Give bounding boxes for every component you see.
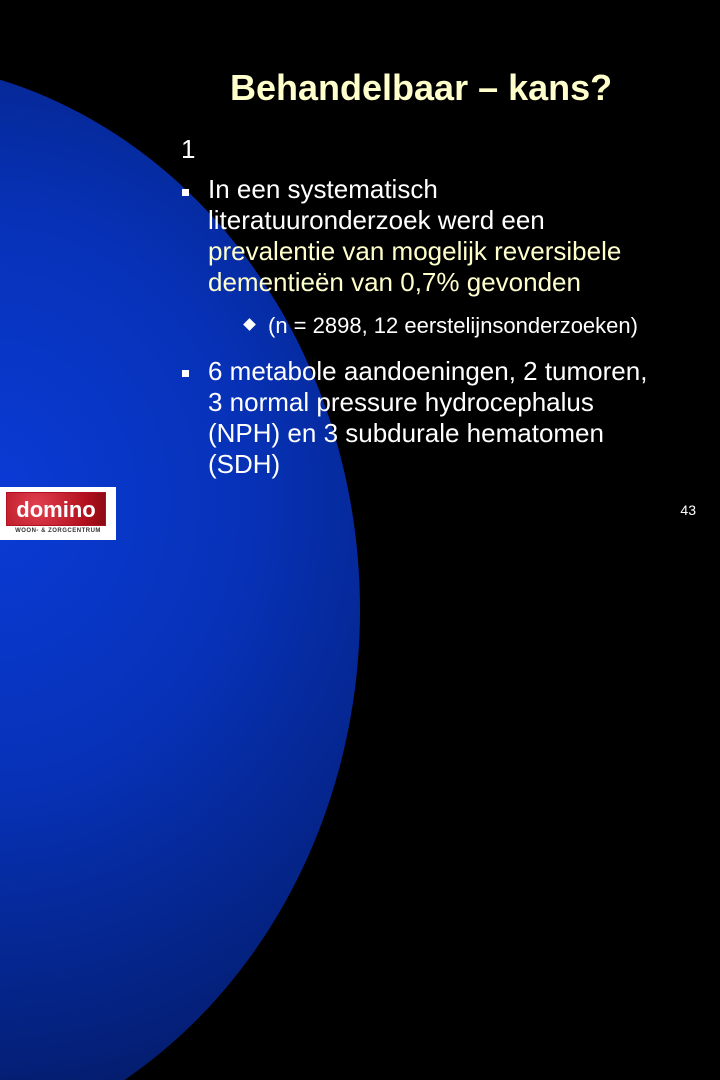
bullet-2-line-3: (NPH) en 3 subdurale hematomen bbox=[208, 418, 604, 448]
bullet-2-line-4: (SDH) bbox=[208, 449, 281, 479]
sub-bullet-text: (n = 2898, 12 eerstelijnsonderzoeken) bbox=[268, 313, 638, 338]
bullet-1-line-3: prevalentie van mogelijk reversibele bbox=[208, 236, 622, 266]
domino-logo bbox=[0, 487, 116, 540]
square-bullet-icon bbox=[182, 370, 189, 377]
logo-red-box bbox=[6, 492, 106, 526]
bullet-1-text bbox=[208, 174, 698, 298]
page-number: 43 bbox=[680, 502, 696, 518]
square-bullet-icon bbox=[182, 189, 189, 196]
bullet-2-text bbox=[208, 356, 698, 480]
bullet-2-line-2: 3 normal pressure hydrocephalus bbox=[208, 387, 594, 417]
logo-wordmark: domino bbox=[16, 497, 96, 522]
logo-tagline: WOON- & ZORGCENTRUM bbox=[15, 528, 101, 534]
section-number: 1 bbox=[181, 134, 196, 164]
slide-title: Behandelbaar – kans? bbox=[230, 67, 613, 108]
bullet-1-line-4: dementieën van 0,7% gevonden bbox=[208, 267, 581, 297]
bullet-2-line-1: 6 metabole aandoeningen, 2 tumoren, bbox=[208, 356, 648, 386]
bullet-1-line-2: literatuuronderzoek werd een bbox=[208, 205, 545, 235]
bullet-1-line-1: In een systematisch bbox=[208, 174, 438, 204]
